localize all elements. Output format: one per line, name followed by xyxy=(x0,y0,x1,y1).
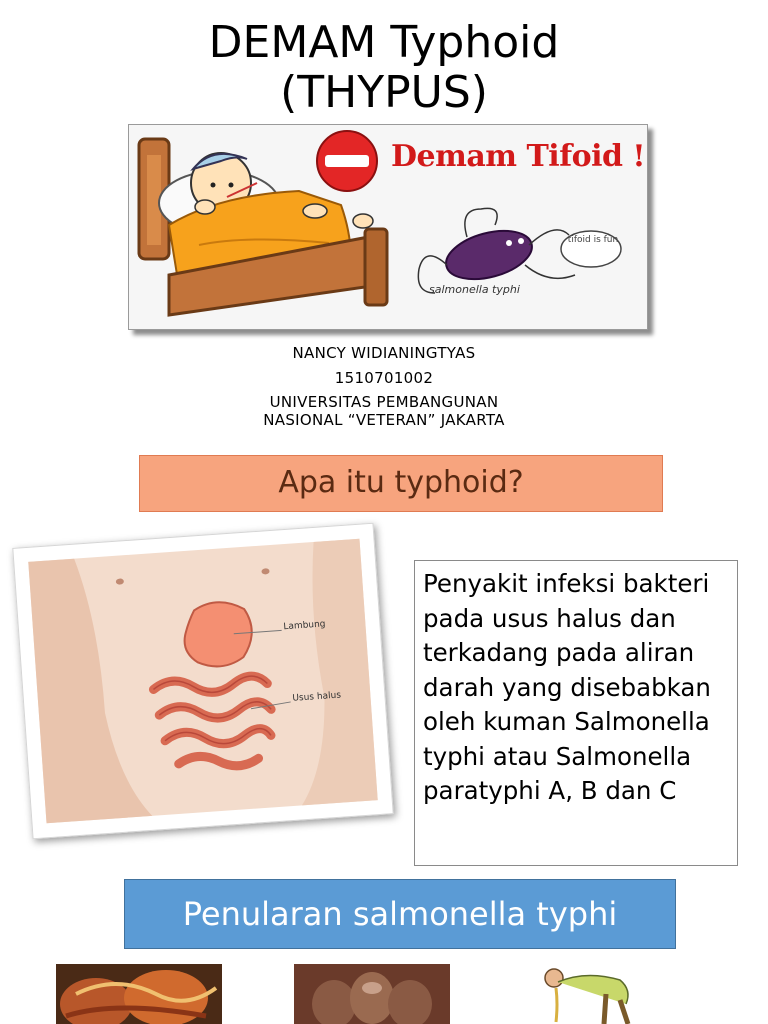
label-intestine: Usus halus xyxy=(292,690,342,704)
abdomen-illustration xyxy=(13,524,392,838)
bubble-text: tifoid is fun xyxy=(567,235,619,245)
label-stomach: Lambung xyxy=(283,619,326,633)
description-text: Penyakit infeksi bakteri pada usus halus dan terkadang pada aliran darah yang disebabkan oleh kuman Salmonella typhi atau Salmonella paratyphi A, B dan C xyxy=(423,569,711,805)
page-title xyxy=(0,18,768,118)
question-heading: Apa itu typhoid? xyxy=(139,455,663,512)
banner-illustration xyxy=(128,124,648,330)
anatomy-photo xyxy=(12,523,393,840)
food-photo xyxy=(56,964,222,1024)
title-line-1: DEMAM Typhoid xyxy=(208,17,560,68)
title-line-2: (THYPUS) xyxy=(280,67,488,118)
university-line-1: UNIVERSITAS PEMBANGUNAN xyxy=(269,393,499,411)
bacteria-label: salmonella typhi xyxy=(429,283,520,296)
author-id: 1510701002 xyxy=(334,369,434,387)
vomiting-person-icon xyxy=(536,964,646,1024)
university-line-2: NASIONAL “VETERAN” JAKARTA xyxy=(263,411,505,429)
description-box xyxy=(414,560,738,866)
author-name: NANCY WIDIANINGTYAS xyxy=(292,344,476,362)
banner-title: Demam Tifoid ! xyxy=(391,139,646,174)
transmission-heading: Penularan salmonella typhi xyxy=(124,879,676,949)
hand-photo xyxy=(294,964,450,1024)
